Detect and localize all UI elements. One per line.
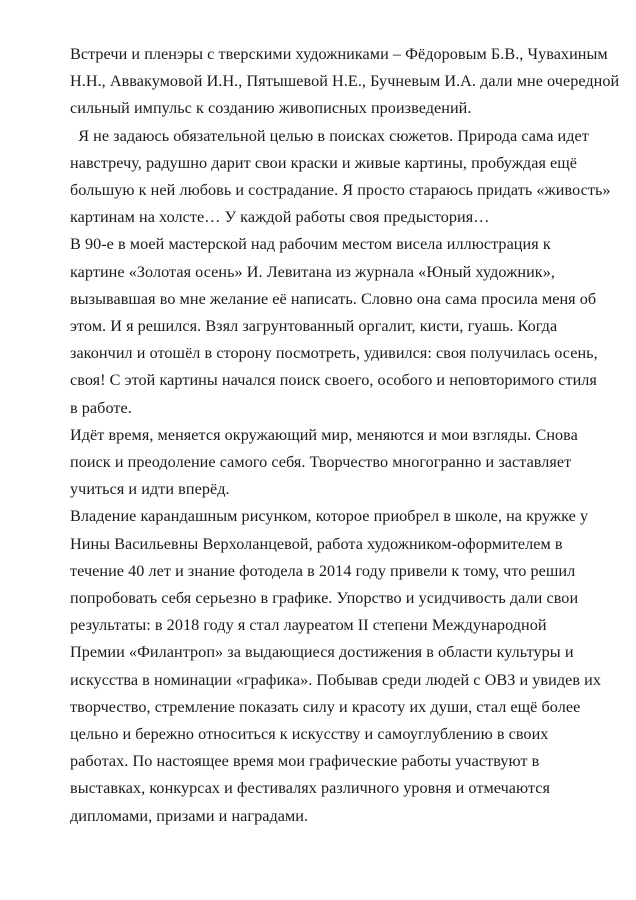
text-line: попробовать себя серьезно в графике. Упорство и усидчивость дали свои (70, 589, 579, 608)
text-line: В 90-е в моей мастерской над рабочим местом висела иллюстрация к (70, 235, 551, 254)
text-line: Н.Н., Аввакумовой И.Н., Пятышевой Н.Е., Бучневым И.А. дали мне очередной (70, 72, 620, 91)
text-line: закончил и отошёл в сторону посмотреть, удивился: своя получилась осень, (70, 344, 598, 363)
text-line: навстречу, радушно дарит свои краски и живые картины, пробуждая ещё (70, 153, 578, 172)
text-line: поиск и преодоление самого себя. Творчество многогранно и заставляет (70, 453, 572, 472)
text-line: этом. И я решился. Взял загрунтованный оргалит, кисти, гуашь. Когда (70, 317, 558, 336)
text-line: в работе. (70, 398, 132, 417)
text-line: дипломами, призами и наградами. (70, 806, 309, 825)
paragraph-graphics (70, 503, 630, 829)
text-line: Идёт время, меняется окружающий мир, меняются и мои взгляды. Снова (70, 425, 578, 444)
text-line: картине «Золотая осень» И. Левитана из журнала «Юный художник», (70, 262, 555, 281)
text-line: вызывавшая во мне желание её написать. Словно она сама просила меня об (70, 289, 597, 308)
text-line: выставках, конкурсах и фестивалях различного уровня и отмечаются (70, 779, 551, 798)
paragraph-plein-air (70, 41, 630, 123)
text-line: сильный импульс к созданию живописных произведений. (70, 99, 472, 118)
paragraph-time (70, 422, 630, 504)
text-line: картинам на холсте… У каждой работы своя предыстория… (70, 208, 490, 227)
text-line: цельно и бережно относиться к искусству и самоуглублению в своих (70, 725, 549, 744)
text-line: Владение карандашным рисунком, которое приобрел в школе, на кружке у (70, 507, 589, 526)
text-line: работах. По настоящее время мои графические работы участвуют в (70, 752, 540, 771)
text-line: учиться и идти вперёд. (70, 480, 230, 499)
text-line: Нины Васильевны Верхоланцевой, работа художником-оформителем в (70, 534, 563, 553)
text-line: результаты: в 2018 году я стал лауреатом II степени Международной (70, 616, 547, 635)
paragraph-golden-autumn (70, 231, 630, 421)
text-line: Премии «Филантроп» за выдающиеся достижения в области культуры и (70, 643, 574, 662)
text-line: искусства в номинации «графика». Побывав среди людей с ОВЗ и увидев их (70, 670, 601, 689)
text-line: большую к ней любовь и сострадание. Я просто стараюсь придать «живость» (70, 181, 611, 200)
text-line: течение 40 лет и знание фотодела в 2014 году привели к тому, что решил (70, 561, 576, 580)
paragraph-nature (70, 123, 630, 232)
text-line: своя! С этой картины начался поиск своего, особого и неповторимого стиля (70, 371, 597, 390)
document-page (70, 41, 630, 830)
text-line: Я не задаюсь обязательной целью в поисках сюжетов. Природа сама идет (70, 126, 589, 145)
text-line: творчество, стремление показать силу и красоту их души, стал ещё более (70, 697, 581, 716)
text-line: Встречи и пленэры с тверскими художниками – Фёдоровым Б.В., Чувахиным (70, 45, 608, 63)
